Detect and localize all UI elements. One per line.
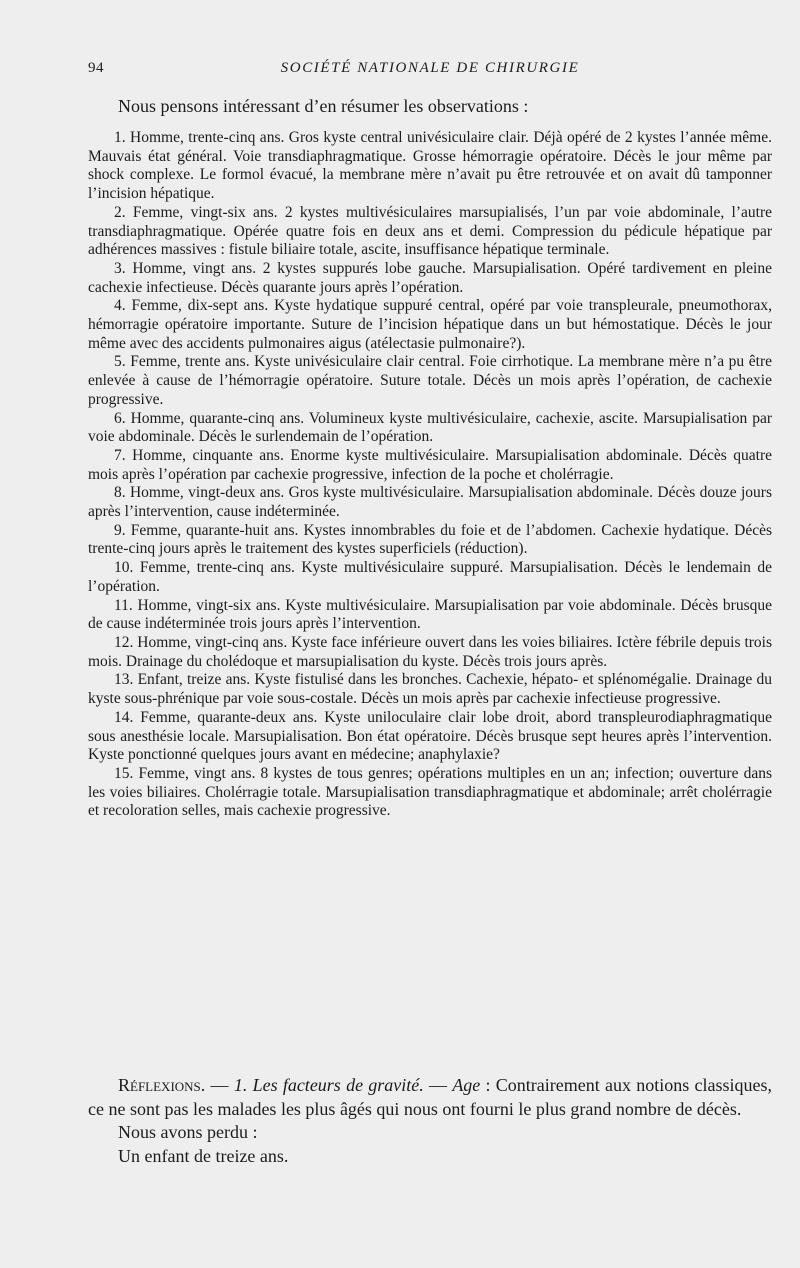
observation-14: 14. Femme, quarante-deux ans. Kyste uniloculaire clair lobe droit, abord transpleurodiaphragmatique sous anesthésie locale. Marsupialisation. Bon état opératoire. Décès brusque sept heures après l’intervention. Kyste ponctionné quelques jours avant en médecine; anaphylaxie? bbox=[88, 708, 772, 764]
observation-4: 4. Femme, dix-sept ans. Kyste hydatique suppuré central, opéré par voie transpleurale, pneumothorax, hémorragie opératoire importante. Suture de l’incision hépatique dans un but hémostatique. Décès le jour même avec des accidents pulmonaires aigus (atélectasie pulmonaire?). bbox=[88, 297, 772, 352]
observation-3: 3. Homme, vingt ans. 2 kystes suppurés lobe gauche. Marsupialisation. Opéré tardivement en pleine cachexie infectieuse. Décès quarante jours après l’opération. bbox=[88, 259, 772, 296]
section-title: 1. Les facteurs de gravité. bbox=[233, 1075, 424, 1095]
reflexions-section bbox=[88, 1074, 772, 1168]
observation-12: 12. Homme, vingt-cinq ans. Kyste face inférieure ouvert dans les voies biliaires. Ictère fébrile depuis trois mois. Drainage du cholédoque et marsupialisation du kyste. Décès trois jours après. bbox=[88, 633, 772, 670]
observation-1: 1. Homme, trente-cinq ans. Gros kyste central univésiculaire clair. Déjà opéré de 2 kystes l’année même. Mauvais état général. Voie transdiaphragmatique. Grosse hémorragie opératoire. Décès le jour même par shock complexe. Le formol évacué, la membrane mère n’avait pu être retrouvée et on avait dû tamponner l’incision hépatique. bbox=[88, 129, 772, 203]
page-number: 94 bbox=[88, 60, 104, 76]
dash-separator: — bbox=[423, 1075, 453, 1095]
observation-13: 13. Enfant, treize ans. Kyste fistulisé dans les bronches. Cachexie, hépato- et splénomégalie. Drainage du kyste sous-phrénique par voie sous-costale. Décès un mois après par cachexie infectieuse progressive. bbox=[88, 671, 772, 708]
observation-6: 6. Homme, quarante-cinq ans. Volumineux kyste multivésiculaire, cachexie, ascite. Marsupialisation par voie abdominale. Décès le surlendemain de l’opération. bbox=[88, 409, 772, 446]
observation-2: 2. Femme, vingt-six ans. 2 kystes multivésiculaires marsupialisés, l’un par voie abdominale, l’autre transdiaphragmatique. Opérée quatre fois en deux ans et demi. Compression du pédicule hépatique par adhérences massives : fistule biliaire totale, ascite, insuffisance hépatique terminale. bbox=[88, 203, 772, 259]
reflexions-line: Nous avons perdu : bbox=[118, 1122, 258, 1142]
observation-10: 10. Femme, trente-cinq ans. Kyste multivésiculaire suppuré. Marsupialisation. Décès le lendemain de l’opération. bbox=[88, 559, 772, 595]
observation-11: 11. Homme, vingt-six ans. Kyste multivésiculaire. Marsupialisation par voie abdominale. Décès brusque de cause indéterminée trois jours après l’intervention. bbox=[88, 596, 772, 633]
intro-sentence: Nous pensons intéressant d’en résumer les observations : bbox=[118, 96, 529, 116]
observation-9: 9. Femme, quarante-huit ans. Kystes innombrables du foie et de l’abdomen. Cachexie hydatique. Décès trente-cinq jours après le traitement des kystes superficiels (réduction). bbox=[88, 521, 772, 558]
dash-separator: — bbox=[205, 1075, 234, 1095]
reflexions-paragraph bbox=[88, 1074, 772, 1121]
page-header bbox=[88, 60, 772, 82]
reflexions-line: Un enfant de treize ans. bbox=[118, 1145, 289, 1166]
observation-5: 5. Femme, trente ans. Kyste univésiculaire clair central. Foie cirrhotique. La membrane mère n’a pu être enlevée à cause de l’hémorragie opératoire. Suture totale. Décès un mois après l’opération, de cachexie progressive. bbox=[88, 353, 772, 408]
observations-list bbox=[88, 129, 772, 821]
observation-8: 8. Homme, vingt-deux ans. Gros kyste multivésiculaire. Marsupialisation abdominale. Décès douze jours après l’intervention, cause indéterminée. bbox=[88, 484, 772, 521]
running-title: SOCIÉTÉ NATIONALE DE CHIRURGIE bbox=[280, 60, 580, 76]
observation-15: 15. Femme, vingt ans. 8 kystes de tous genres; opérations multiples en un an; infection; ouverture dans les voies biliaires. Cholérragie totale. Marsupialisation transdiaphragmatique et abdominale; arrêt cholérragie et recoloration selles, mais cachexie progressive. bbox=[88, 764, 772, 820]
subsection-title: Age bbox=[452, 1075, 481, 1095]
reflexions-heading: Réflexions. bbox=[118, 1075, 206, 1095]
observation-7: 7. Homme, cinquante ans. Enorme kyste multivésiculaire. Marsupialisation abdominale. Décès quatre mois après l’opération par cachexie progressive, infection de la poche et cholérragie. bbox=[88, 446, 772, 483]
reflexions-text: : Contrairement aux notions classiques, ce ne sont pas les malades les plus âgés qui nous ont fourni le plus grand nombre de décès. bbox=[88, 1075, 773, 1119]
